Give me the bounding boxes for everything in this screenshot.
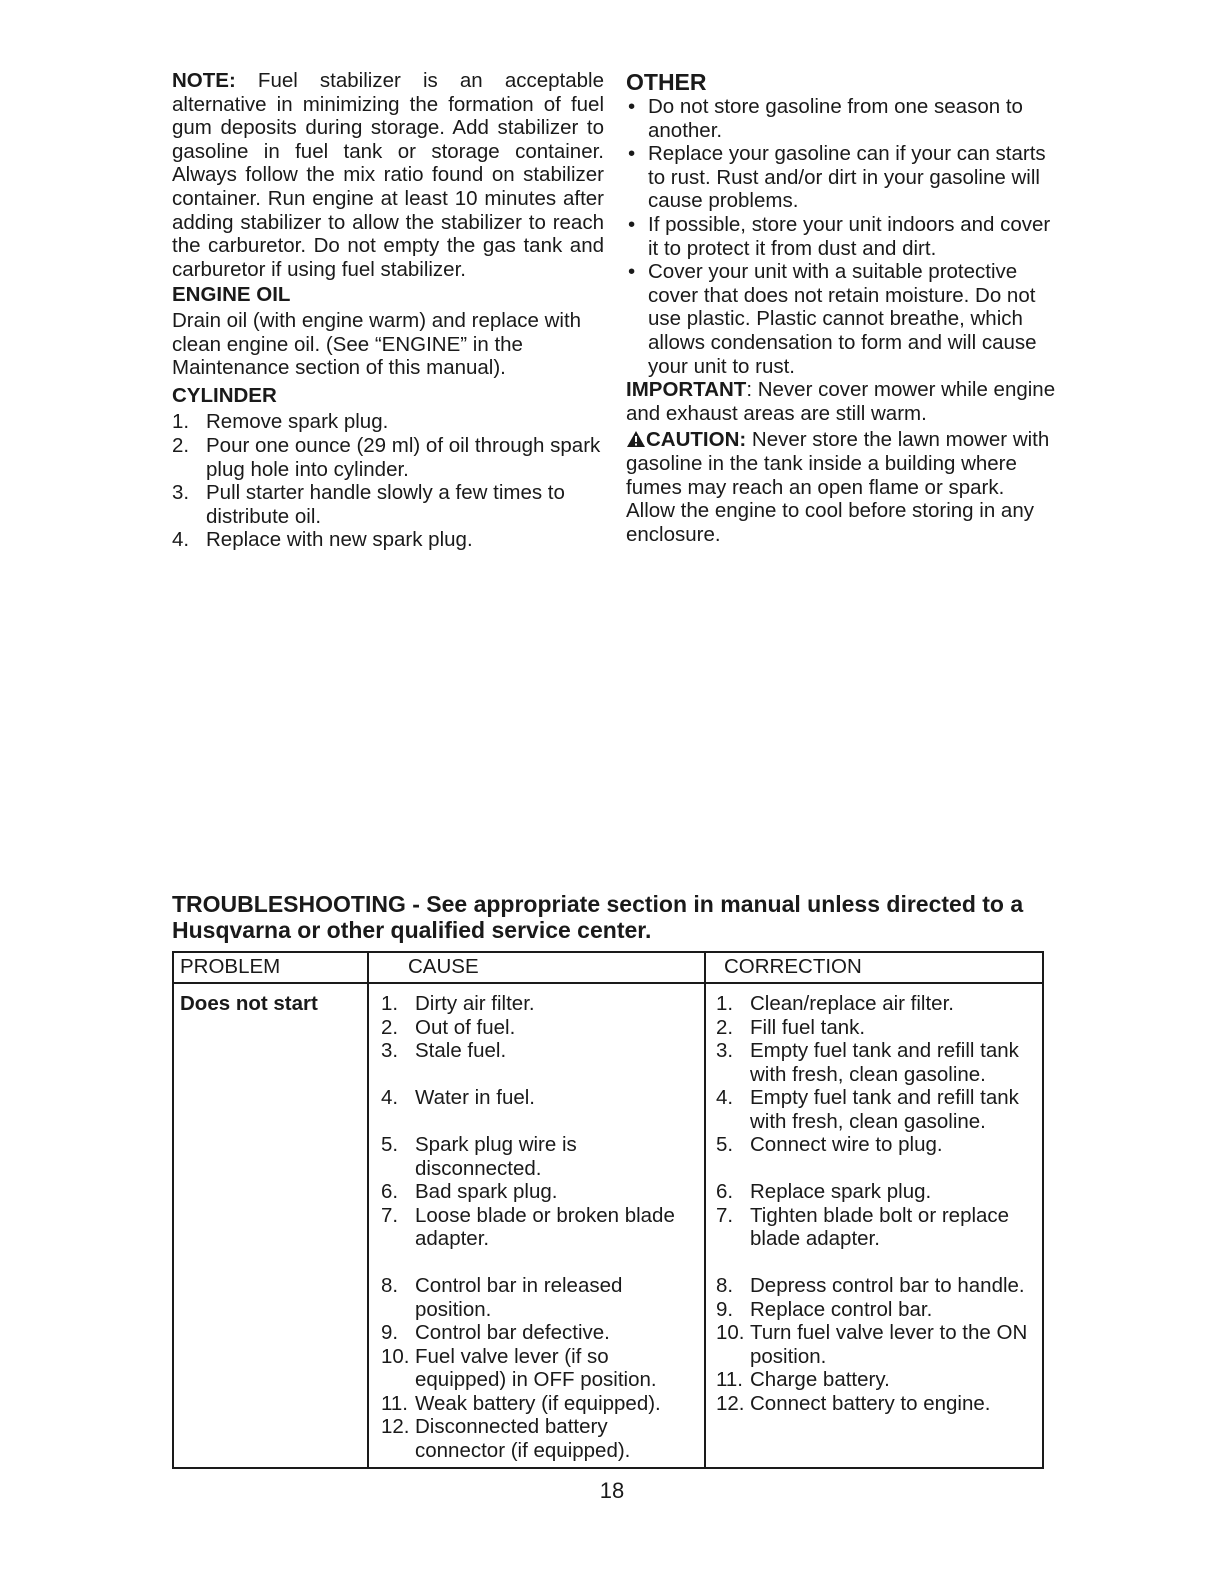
cause-item [381, 1392, 696, 1416]
cause-item [381, 992, 696, 1016]
correction-item [716, 1274, 1044, 1298]
correction-item [716, 1133, 1044, 1157]
step-number: 1. [172, 410, 190, 434]
caution-label: CAUTION: [646, 428, 747, 452]
bullet-item [626, 260, 1056, 378]
item-number: 1. [381, 992, 399, 1015]
bullet-text: Do not store gasoline from one season to another. [648, 95, 1023, 142]
step-text: Remove spark plug. [206, 410, 389, 434]
correction-item [716, 1086, 1044, 1133]
item-text: Charge battery. [750, 1368, 890, 1391]
item-text: Turn fuel valve lever to the ON position. [750, 1321, 1028, 1368]
item-number: 1. [716, 992, 734, 1015]
other-bullets [626, 95, 1056, 378]
item-text: Dirty air filter. [415, 992, 535, 1015]
step-text: Pull starter handle slowly a few times to distribute oil. [206, 481, 565, 528]
row-spacer [381, 1110, 696, 1134]
bullet-icon: • [628, 212, 636, 236]
item-number: 9. [381, 1321, 399, 1344]
item-number: 8. [716, 1274, 734, 1297]
caution-note [626, 428, 1056, 546]
item-text: Weak battery (if equipped). [415, 1391, 661, 1415]
item-text: Empty fuel tank and refill tank with fresh, clean gasoline. [750, 1039, 1019, 1086]
correction-list [716, 992, 1044, 1415]
fuel-stabilizer-note [172, 69, 604, 281]
item-number: 4. [381, 1086, 399, 1109]
cause-list [381, 992, 696, 1462]
item-text: Stale fuel. [415, 1039, 507, 1062]
important-text: : Never cover mower while engine and exhaust areas are still warm. [626, 378, 1056, 425]
step-text: Replace with new spark plug. [206, 528, 473, 552]
note-text: Fuel stabilizer is an acceptable alternative in minimizing the formation of fuel gum deposits during storage. Add stabilizer to gasoline in fuel tank or storage container. Always follow the mix ratio found on stabilizer container. Run engine at least 10 minutes after adding stabilizer to allow the stabilizer to reach the carburetor. Do not empty the gas tank and carburetor if using fuel stabilizer. [172, 69, 604, 281]
table-header-divider [174, 982, 1042, 984]
item-text: Clean/replace air filter. [750, 992, 954, 1015]
item-text: Empty fuel tank and refill tank with fresh, clean gasoline. [750, 1086, 1019, 1133]
item-number: 2. [381, 1015, 399, 1039]
item-number: 11. [716, 1368, 743, 1391]
cylinder-steps [172, 410, 604, 552]
item-text: Out of fuel. [415, 1015, 516, 1039]
important-label: IMPORTANT [626, 378, 747, 402]
table-divider [704, 953, 706, 1467]
row-spacer [716, 1251, 1044, 1275]
problem-does-not-start: Does not start [180, 992, 318, 1015]
cause-item [381, 1204, 696, 1251]
correction-item [716, 1368, 1044, 1392]
left-column [172, 69, 604, 552]
item-text: Tighten blade bolt or replace blade adapter. [750, 1203, 1010, 1250]
correction-item [716, 992, 1044, 1016]
bullet-text: Cover your unit with a suitable protective cover that does not retain moisture. Do not use plastic. Plastic cannot breathe, which allows condensation to form and will cause your unit to rust. [648, 260, 1037, 378]
item-number: 2. [716, 1015, 734, 1039]
cause-item [381, 1415, 696, 1462]
bullet-item [626, 142, 1056, 213]
step-text: Pour one ounce (29 ml) of oil through spark plug hole into cylinder. [206, 433, 601, 481]
item-number: 11. [381, 1391, 408, 1415]
other-heading: OTHER [626, 69, 707, 95]
item-text: Fuel valve lever (if so equipped) in OFF position. [415, 1344, 657, 1391]
item-number: 9. [716, 1297, 734, 1321]
item-text: Control bar in released position. [415, 1274, 623, 1321]
row-spacer [381, 1063, 696, 1087]
item-text: Bad spark plug. [415, 1180, 558, 1203]
table-divider [367, 953, 369, 1467]
correction-item [716, 1039, 1044, 1086]
cause-item [381, 1274, 696, 1321]
cause-item [381, 1133, 696, 1180]
cause-item [381, 1086, 696, 1110]
header-cause: CAUSE [408, 955, 479, 978]
row-spacer [381, 1251, 696, 1275]
step-number: 3. [172, 481, 190, 505]
engine-oil-heading: ENGINE OIL [172, 283, 291, 307]
item-number: 7. [716, 1203, 734, 1227]
engine-oil-text: Drain oil (with engine warm) and replace with clean engine oil. (See “ENGINE” in the Maintenance section of this manual). [172, 308, 582, 380]
correction-item [716, 1298, 1044, 1322]
note-label: NOTE: [172, 69, 236, 92]
item-number: 7. [381, 1203, 399, 1227]
bullet-item [626, 213, 1056, 260]
cause-item [381, 1321, 696, 1345]
cause-item [381, 1016, 696, 1040]
item-number: 6. [716, 1180, 734, 1203]
bullet-icon: • [628, 142, 636, 166]
item-number: 3. [716, 1039, 734, 1062]
cause-item [381, 1039, 696, 1063]
item-number: 12. [381, 1415, 410, 1438]
item-text: Connect battery to engine. [750, 1391, 991, 1415]
page-number: 18 [599, 1478, 625, 1503]
item-number: 5. [381, 1133, 399, 1156]
cause-item [381, 1345, 696, 1392]
item-number: 4. [716, 1086, 734, 1109]
item-text: Loose blade or broken blade adapter. [415, 1203, 675, 1250]
item-text: Connect wire to plug. [750, 1133, 943, 1156]
item-text: Control bar defective. [415, 1321, 610, 1344]
cylinder-step [172, 410, 604, 434]
header-correction: CORRECTION [724, 955, 862, 978]
item-number: 10. [381, 1344, 410, 1368]
correction-item [716, 1180, 1044, 1204]
item-number: 12. [716, 1391, 745, 1415]
troubleshooting-title: TROUBLESHOOTING - See appropriate section in manual unless directed to a Husqvarna or other qualified service center. [172, 891, 1024, 943]
correction-item [716, 1204, 1044, 1251]
correction-item [716, 1016, 1044, 1040]
item-text: Spark plug wire is disconnected. [415, 1133, 577, 1180]
bullet-text: If possible, store your unit indoors and cover it to protect it from dust and dirt. [648, 212, 1051, 260]
item-number: 3. [381, 1039, 399, 1062]
item-number: 10. [716, 1321, 745, 1344]
caution-text: Never store the lawn mower with gasoline in the tank inside a building where fumes may reach an open flame or spark. Allow the engine to cool before storing in any enclosure. [626, 428, 1050, 546]
item-text: Depress control bar to handle. [750, 1274, 1025, 1297]
cylinder-heading: CYLINDER [172, 383, 277, 407]
cylinder-step [172, 481, 604, 528]
item-text: Water in fuel. [415, 1086, 536, 1109]
right-column [626, 69, 1056, 546]
correction-item [716, 1321, 1044, 1368]
step-number: 2. [172, 433, 190, 457]
bullet-item [626, 95, 1056, 142]
correction-item [716, 1392, 1044, 1416]
troubleshooting-table [172, 951, 1044, 1469]
item-text: Disconnected battery connector (if equipped). [415, 1415, 631, 1462]
item-text: Replace spark plug. [750, 1180, 932, 1203]
important-note [626, 378, 1056, 425]
bullet-icon: • [628, 260, 636, 284]
bullet-icon: • [628, 95, 636, 118]
caution-triangle-icon [626, 430, 646, 448]
item-number: 6. [381, 1180, 399, 1203]
item-text: Replace control bar. [750, 1297, 933, 1321]
bullet-text: Replace your gasoline can if your can starts to rust. Rust and/or dirt in your gasoline will cause problems. [648, 142, 1046, 213]
cylinder-step [172, 528, 604, 552]
step-number: 4. [172, 528, 190, 552]
item-text: Fill fuel tank. [750, 1015, 866, 1039]
header-problem: PROBLEM [180, 955, 281, 978]
item-number: 8. [381, 1274, 399, 1297]
cylinder-step [172, 434, 604, 481]
row-spacer [716, 1157, 1044, 1181]
cause-item [381, 1180, 696, 1204]
item-number: 5. [716, 1133, 734, 1156]
